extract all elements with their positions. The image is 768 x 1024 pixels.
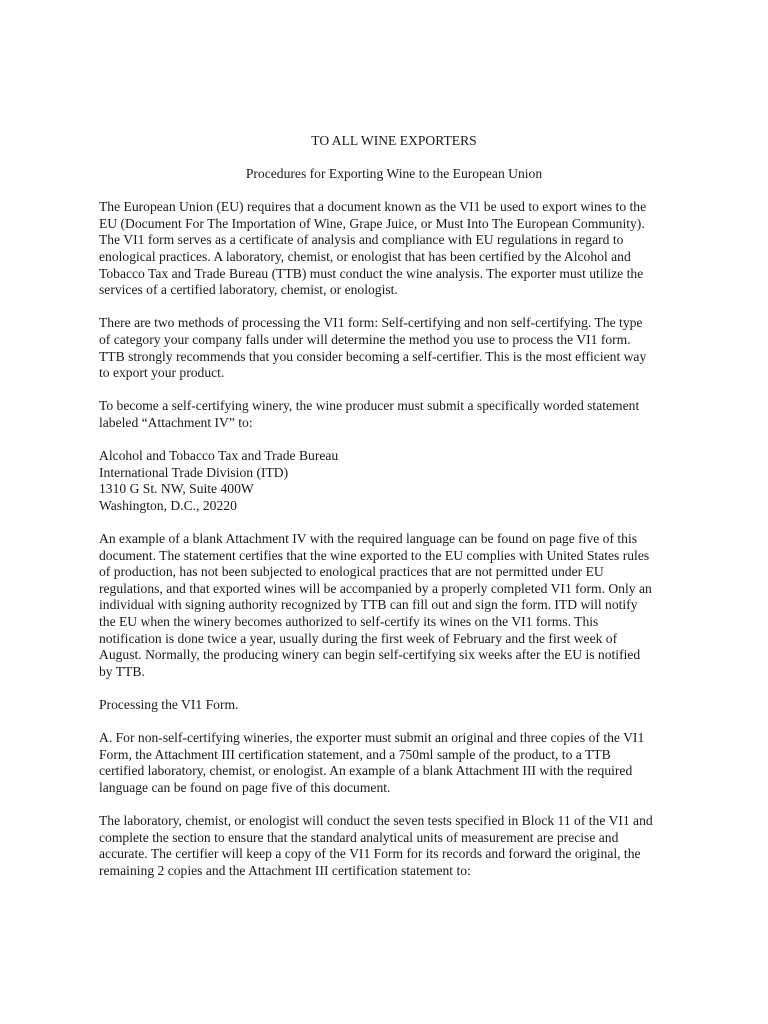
paragraph-methods [99,315,689,381]
text-line: Form, the Attachment III certification statement, and a 750ml sample of the product, to a TTB [99,746,611,762]
mailing-address [99,448,689,514]
text-line: services of a certified laboratory, chemist, or enologist. [99,282,398,298]
text-line: individual with signing authority recognized by TTB can fill out and sign the form. ITD will notify [99,597,638,613]
address-line: Washington, D.C., 20220 [99,497,237,513]
text-line: labeled “Attachment IV” to: [99,414,253,430]
paragraph-eu-requirement [99,199,689,299]
text-line: To become a self-certifying winery, the wine producer must submit a specifically worded statement [99,398,640,414]
text-line: An example of a blank Attachment IV with the required language can be found on page five of this [99,531,638,547]
section-heading-processing [99,697,689,714]
paragraph-attachment-iv [99,531,689,680]
paragraph-non-self-certifying [99,730,689,796]
text-line: The VI1 form serves as a certificate of analysis and compliance with EU regulations in regard to [99,232,624,248]
text-line: TTB strongly recommends that you consider becoming a self-certifier. This is the most efficient way [99,348,647,364]
text-line: document. The statement certifies that the wine exported to the EU complies with United States rules [99,547,650,563]
paragraph-self-certifying [99,398,689,431]
address-line: Alcohol and Tobacco Tax and Trade Bureau [99,448,339,464]
text-line: language can be found on page five of this document. [99,779,391,795]
text-line: August. Normally, the producing winery can begin self-certifying six weeks after the EU is notified [99,647,641,663]
text-line: certified laboratory, chemist, or enologist. An example of a blank Attachment III with the required [99,763,633,779]
text-line: of production, has not been subjected to enological practices that are not permitted under EU [99,564,604,580]
text-line: complete the section to ensure that the standard analytical units of measurement are precise and [99,829,619,845]
text-line: the EU when the winery becomes authorized to self-certify its wines on the VI1 forms. This [99,614,599,630]
text-line: accurate. The certifier will keep a copy of the VI1 Form for its records and forward the original, the [99,846,641,862]
address-line: International Trade Division (ITD) [99,464,289,480]
text-line: regulations, and that exported wines will be accompanied by a properly completed VI1 form. Only an [99,580,652,596]
text-line: There are two methods of processing the VI1 form: Self-certifying and non self-certifying. The type [99,315,643,331]
text-line: enological practices. A laboratory, chemist, or enologist that has been certified by the Alcohol and [99,248,631,264]
document-subtitle: Procedures for Exporting Wine to the European Union [245,165,543,181]
address-line: 1310 G St. NW, Suite 400W [99,481,254,497]
document-page [99,133,689,896]
text-line: notification is done twice a year, usually during the first week of February and the first week of [99,630,618,646]
text-line: Processing the VI1 Form. [99,697,239,712]
text-line: A. For non-self-certifying wineries, the exporter must submit an original and three copies of the VI1 [99,730,645,746]
paragraph-laboratory [99,813,689,879]
text-line: to export your product. [99,365,225,381]
text-line: of category your company falls under will determine the method you use to process the VI1 form. [99,331,631,347]
text-line: remaining 2 copies and the Attachment III certification statement to: [99,862,471,878]
document-title: TO ALL WINE EXPORTERS [311,133,477,148]
text-line: EU (Document For The Importation of Wine, Grape Juice, or Must Into The European Community). [99,215,645,231]
text-line: The laboratory, chemist, or enologist will conduct the seven tests specified in Block 11 of the VI1 and [99,813,653,829]
text-line: The European Union (EU) requires that a document known as the VI1 be used to export wines to the [99,199,647,215]
text-line: Tobacco Tax and Trade Bureau (TTB) must conduct the wine analysis. The exporter must utilize the [99,265,644,281]
text-line: by TTB. [99,663,145,679]
